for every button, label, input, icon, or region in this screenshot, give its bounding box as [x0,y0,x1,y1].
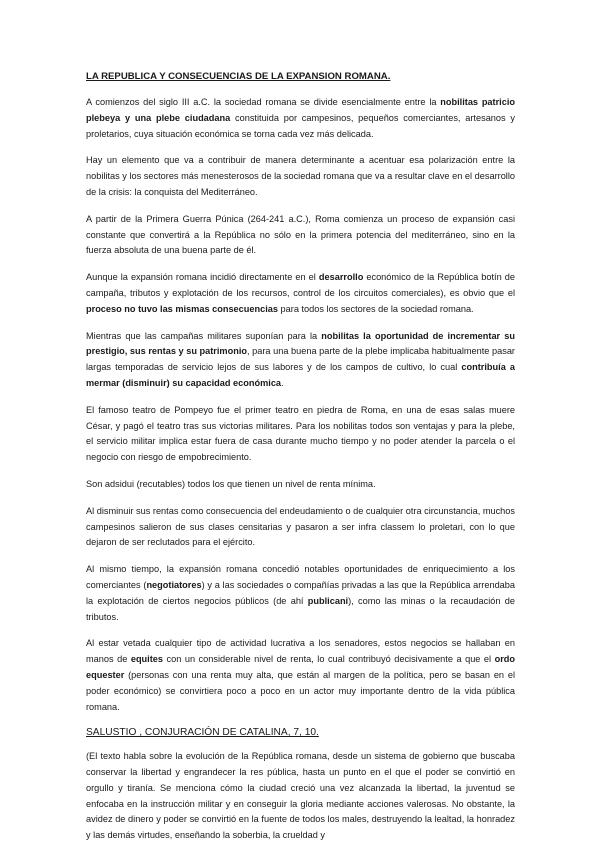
paragraph-11: (El texto habla sobre la evolución de la República romana, desde un sistema de gobierno que buscaba conservar la libertad y engrandecer la res pública, hasta un punto en el que el poder se convirtió en orgullo y tiranía. Se menciona cómo la ciudad creció una vez alcanzada la libertad, la juventud se enfocaba en la instrucción militar y en conseguir la gloria mediante acciones valerosas. No obstante, la avidez de dinero y poder se convirtió en la fuente de todos los males, destruyendo la lealtad, la honradez y las demás virtudes, enseñando la soberbia, la crueldad y [86,751,515,841]
paragraph-1: A comienzos del siglo III a.C. la sociedad romana se divide esencialmente entre la nobilitas patricio plebeya y una plebe ciudadana constituida por campesinos, pequeños comerciantes, artesanos y proletarios, cuya situación económica se torna cada vez más delicada. [86,97,516,139]
paragraph-5: Mientras que las campañas militares suponían para la nobilitas la oportunidad de incrementar su prestigio, sus rentas y su patrimonio, para una buena parte de la plebe implicaba habitualmente pasar largas temporadas de servicio lejos de sus labores y de los campos de cultivo, lo cual contribuía a mermar (disminuir) su capacidad económica. [86,330,515,388]
paragraph-4: Aunque la expansión romana incidió directamente en el desarrollo económico de la República botín de campaña, tributos y explotación de los recursos, control de los circuitos comerciales), es obvio que el proceso no tuvo las mismas consecuencias para todos los sectores de la sociedad romana. [86,272,515,314]
paragraph-10: Al estar vetada cualquier tipo de actividad lucrativa a los senadores, estos negocios se hallaban en manos de equites con un considerable nivel de renta, lo cual contribuyó decisivamente a que el ordo equester (personas con una renta muy alta, que están al margen de la política, pero se basan en el poder económico) se convirtiera poco a poco en un actor muy importante dentro de la vida pública romana. [86,638,516,712]
paragraph-2: Hay un elemento que va a contribuir de manera determinante a acentuar esa polarización entre la nobilitas y los sectores más menesterosos de la sociedad romana que va a resultar clave en el desarrollo de la crisis: la conquista del Mediterráneo. [86,155,515,197]
document-title: LA REPUBLICA Y CONSECUENCIAS DE LA EXPANSION ROMANA. [86,71,391,82]
section-subtitle: SALUSTIO , CONJURACIÓN DE CATALINA, 7, 10. [86,727,319,739]
paragraph-8: Al disminuir sus rentas como consecuencia del endeudamiento o de cualquier otra circunstancia, muchos campesinos salieron de sus clases censitarias y pasaron a ser infra classem lo proletari, con lo que dejaron de ser reclutados para el ejército. [86,505,515,548]
paragraph-3: A partir de la Primera Guerra Púnica (264-241 a.C.), Roma comienza un proceso de expansión casi constante que convertirá a la República no sólo en la primera potencia del mediterráneo, sino en la fuerza absoluta de una buena parte de él. [86,213,515,256]
paragraph-9: Al mismo tiempo, la expansión romana concedió notables oportunidades de enriquecimiento a los comerciantes (negotiatores) y a las sociedades o compañías privadas a las que la República arrendaba la explotación de ciertos negocios públicos (de ahí publicani), como las minas o la recaudación de tributos. [86,564,516,622]
paragraph-6: El famoso teatro de Pompeyo fue el primer teatro en piedra de Roma, en una de esas salas muere César, y pagó el teatro tras sus victorias militares. Para los nobilitas todos son ventajas y para la plebe, el servicio militar implica estar fuera de casa durante mucho tiempo y no poder atender la parcela o el negocio con riesgo de empobrecimiento. [86,404,515,463]
paragraph-7: Son adsidui (recutables) todos los que tienen un nivel de renta mínima. [86,478,376,489]
